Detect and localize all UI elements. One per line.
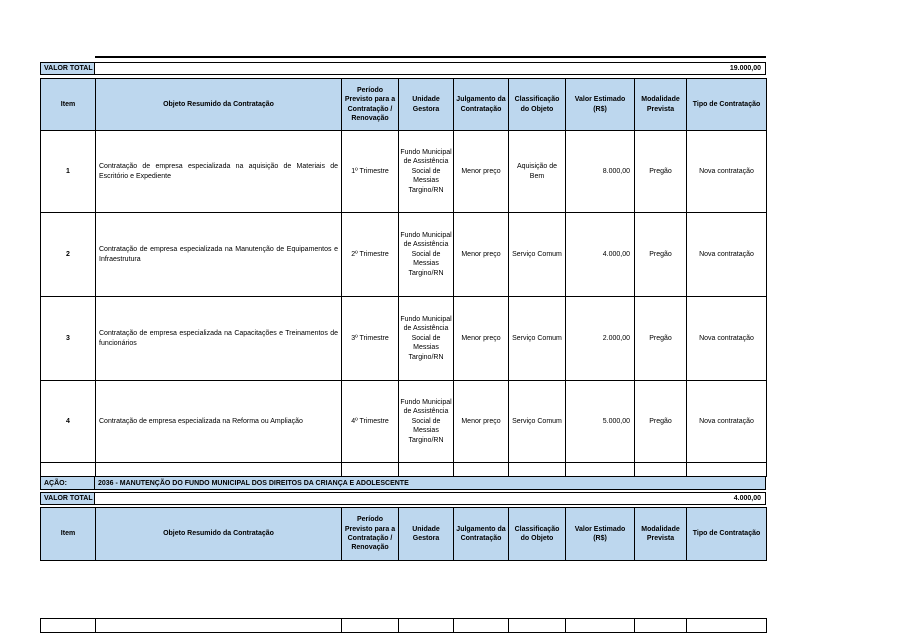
cell-periodo: 2º Trimestre [342, 213, 399, 297]
cell-classificacao: Serviço Comum [509, 297, 566, 381]
cell-objeto: Contratação de empresa especializada na Capacitações e Treinamentos de funcionários [96, 297, 342, 381]
cell-classificacao: Aquisição de Bem [509, 131, 566, 213]
cell-valor: 8.000,00 [566, 131, 635, 213]
cell-modalidade: Pregão [635, 131, 687, 213]
cell-classificacao: Serviço Comum [509, 381, 566, 463]
header-valor: Valor Estimado (R$) [566, 79, 635, 131]
cell-periodo: 1º Trimestre [342, 131, 399, 213]
cell-julgamento: Menor preço [454, 213, 509, 297]
cell-valor: 4.000,00 [566, 213, 635, 297]
header-modalidade: Modalidade Prevista [635, 79, 687, 131]
header-julgamento: Julgamento da Contratação [454, 79, 509, 131]
table-row-4 [41, 381, 767, 463]
valor-total-value-2: 4.000,00 [95, 492, 766, 505]
cell-valor: 5.000,00 [566, 381, 635, 463]
cell-modalidade: Pregão [635, 381, 687, 463]
header-classificacao: Classificação do Objeto [509, 508, 566, 561]
cell-unidade: Fundo Municipal de Assistência Social de Messias Targino/RN [399, 297, 454, 381]
cell-julgamento: Menor preço [454, 131, 509, 213]
acao-row [40, 476, 766, 490]
cell-item: 2 [41, 213, 96, 297]
cell-modalidade: Pregão [635, 213, 687, 297]
header-modalidade: Modalidade Prevista [635, 508, 687, 561]
contracts-table-2 [40, 507, 767, 561]
valor-total-value-1: 19.000,00 [95, 62, 766, 75]
valor-total-row-1 [40, 62, 766, 75]
cell-tipo: Nova contratação [687, 213, 767, 297]
table-header-row [41, 79, 767, 131]
cell-objeto: Contratação de empresa especializada na aquisição de Materiais de Escritório e Expediente [96, 131, 342, 213]
table-header-row-2 [41, 508, 767, 561]
header-unidade: Unidade Gestora [399, 508, 454, 561]
cell-tipo: Nova contratação [687, 131, 767, 213]
cell-unidade: Fundo Municipal de Assistência Social de Messias Targino/RN [399, 131, 454, 213]
cell-item: 1 [41, 131, 96, 213]
valor-total-label-2: VALOR TOTAL [40, 492, 95, 505]
header-item: Item [41, 79, 96, 131]
acao-label: AÇÃO: [40, 476, 95, 490]
cell-julgamento: Menor preço [454, 297, 509, 381]
header-julgamento: Julgamento da Contratação [454, 508, 509, 561]
section-divider-line [95, 56, 766, 58]
cell-item: 3 [41, 297, 96, 381]
cell-objeto: Contratação de empresa especializada na Manutenção de Equipamentos e Infraestrutura [96, 213, 342, 297]
cell-periodo: 4º Trimestre [342, 381, 399, 463]
header-tipo: Tipo de Contratação [687, 508, 767, 561]
table-row-1 [41, 131, 767, 213]
cell-periodo: 3º Trimestre [342, 297, 399, 381]
cell-unidade: Fundo Municipal de Assistência Social de Messias Targino/RN [399, 381, 454, 463]
contracts-table [40, 78, 767, 477]
acao-value: 2036 - MANUTENÇÃO DO FUNDO MUNICIPAL DOS DIREITOS DA CRIANÇA E ADOLESCENTE [95, 476, 766, 490]
empty-row [41, 463, 767, 477]
cell-objeto: Contratação de empresa especializada na Reforma ou Ampliação [96, 381, 342, 463]
cell-tipo: Nova contratação [687, 381, 767, 463]
header-item: Item [41, 508, 96, 561]
cell-tipo: Nova contratação [687, 297, 767, 381]
cell-classificacao: Serviço Comum [509, 213, 566, 297]
valor-total-row-2 [40, 492, 766, 505]
contracts-table-2-empty-row [40, 618, 767, 633]
empty-row [41, 619, 767, 633]
cell-unidade: Fundo Municipal de Assistência Social de Messias Targino/RN [399, 213, 454, 297]
cell-julgamento: Menor preço [454, 381, 509, 463]
header-tipo: Tipo de Contratação [687, 79, 767, 131]
valor-total-label-1: VALOR TOTAL [40, 62, 95, 75]
cell-item: 4 [41, 381, 96, 463]
header-objeto: Objeto Resumido da Contratação [96, 508, 342, 561]
header-classificacao: Classificação do Objeto [509, 79, 566, 131]
cell-valor: 2.000,00 [566, 297, 635, 381]
header-objeto: Objeto Resumido da Contratação [96, 79, 342, 131]
header-valor: Valor Estimado (R$) [566, 508, 635, 561]
table-row-2 [41, 213, 767, 297]
header-periodo: Período Previsto para a Contratação / Renovação [342, 79, 399, 131]
cell-modalidade: Pregão [635, 297, 687, 381]
header-periodo: Período Previsto para a Contratação / Renovação [342, 508, 399, 561]
table-row-3 [41, 297, 767, 381]
header-unidade: Unidade Gestora [399, 79, 454, 131]
